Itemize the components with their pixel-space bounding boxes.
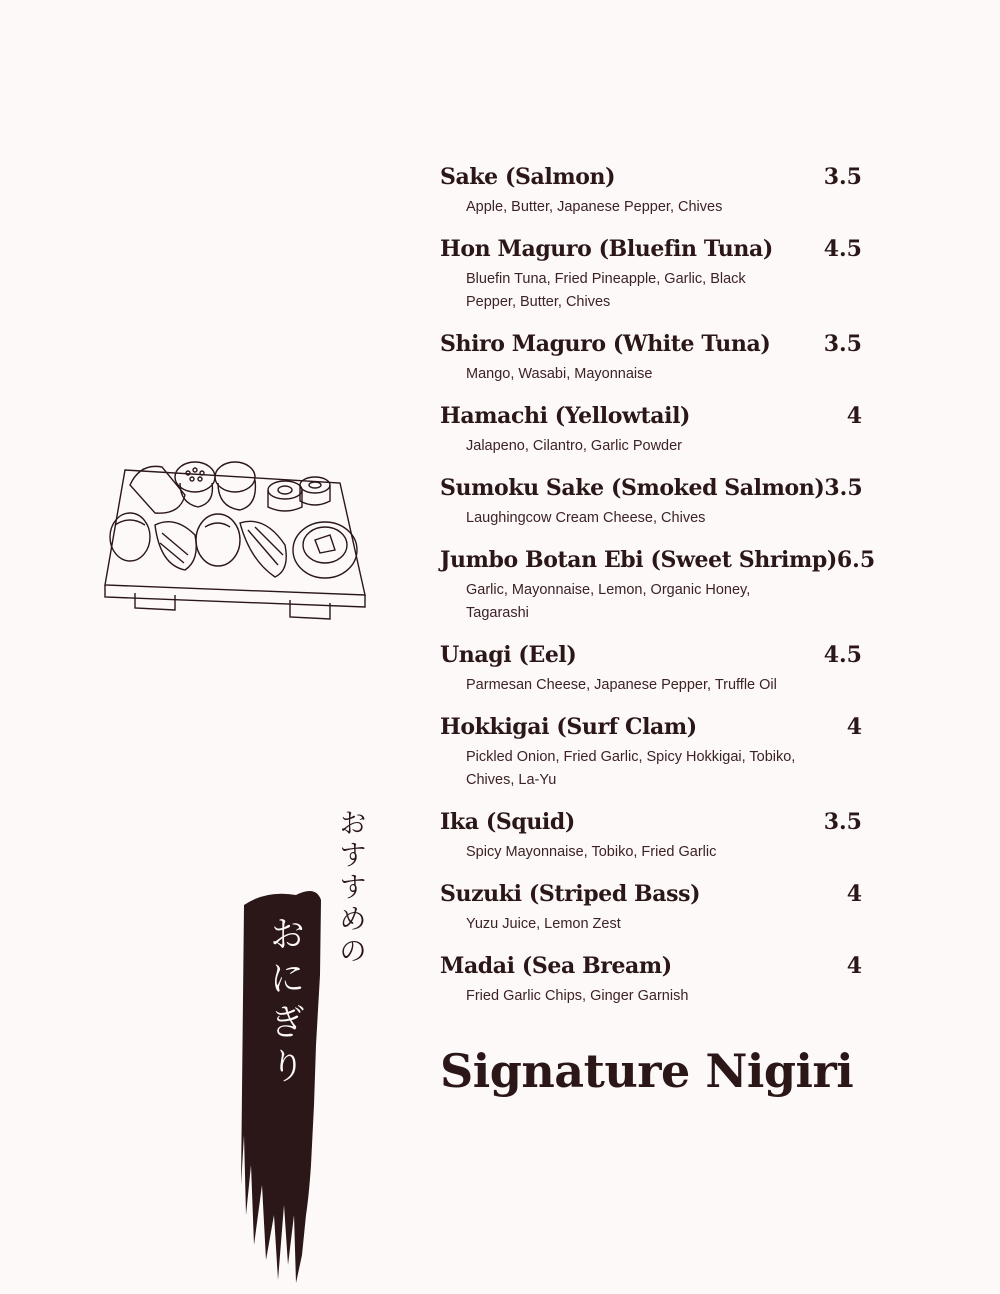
item-price: 4.5 xyxy=(823,642,862,668)
item-price: 3.5 xyxy=(823,331,862,357)
menu-item xyxy=(440,475,862,547)
menu-item xyxy=(440,809,862,881)
item-price: 3.5 xyxy=(824,475,863,501)
item-description: Jalapeno, Cilantro, Garlic Powder xyxy=(466,438,682,454)
item-price: 4 xyxy=(846,953,862,979)
menu-item xyxy=(440,642,862,714)
item-price: 3.5 xyxy=(823,809,862,835)
item-description: Fried Garlic Chips, Ginger Garnish xyxy=(466,988,689,1004)
menu-item xyxy=(440,403,862,475)
item-name: Unagi (Eel) xyxy=(440,642,577,668)
menu-list xyxy=(440,164,876,1025)
page-title: Signature Nigiri xyxy=(440,1044,854,1098)
item-price: 4 xyxy=(846,403,862,429)
item-description: Apple, Butter, Japanese Pepper, Chives xyxy=(466,199,723,215)
item-price: 3.5 xyxy=(823,164,862,190)
item-description: Bluefin Tuna, Fried Pineapple, Garlic, Black Pepper, Butter, Chives xyxy=(466,271,746,310)
item-name: Suzuki (Striped Bass) xyxy=(440,881,701,907)
item-name: Sake (Salmon) xyxy=(440,164,616,190)
menu-item xyxy=(440,953,862,1025)
item-description: Yuzu Juice, Lemon Zest xyxy=(466,916,621,932)
item-description: Mango, Wasabi, Mayonnaise xyxy=(466,366,653,382)
item-name: Sumoku Sake (Smoked Salmon) xyxy=(440,475,825,501)
item-name: Hokkigai (Surf Clam) xyxy=(440,714,697,740)
item-description: Parmesan Cheese, Japanese Pepper, Truffle Oil xyxy=(466,677,777,693)
item-name: Hon Maguro (Bluefin Tuna) xyxy=(440,236,773,262)
item-description: Garlic, Mayonnaise, Lemon, Organic Honey, Tagarashi xyxy=(466,582,751,621)
item-description: Pickled Onion, Fried Garlic, Spicy Hokkigai, Tobiko, Chives, La-Yu xyxy=(466,749,796,788)
menu-item xyxy=(440,164,862,236)
menu-item xyxy=(440,881,862,953)
vertical-title: おにぎり xyxy=(264,915,305,1091)
vertical-subtitle: おすすめの xyxy=(335,808,368,968)
sushi-board-icon xyxy=(100,455,370,625)
item-price: 4.5 xyxy=(823,236,862,262)
menu-item xyxy=(440,714,862,809)
item-price: 4 xyxy=(846,714,862,740)
menu-item xyxy=(440,236,862,331)
menu-item xyxy=(440,331,862,403)
item-description: Laughingcow Cream Cheese, Chives xyxy=(466,510,706,526)
item-price: 4 xyxy=(846,881,862,907)
item-name: Hamachi (Yellowtail) xyxy=(440,403,691,429)
item-name: Ika (Squid) xyxy=(440,809,575,835)
menu-item xyxy=(440,547,876,642)
item-name: Madai (Sea Bream) xyxy=(440,953,672,979)
item-name: Shiro Maguro (White Tuna) xyxy=(440,331,771,357)
item-price: 6.5 xyxy=(836,547,876,573)
item-name: Jumbo Botan Ebi (Sweet Shrimp) xyxy=(440,547,837,573)
item-description: Spicy Mayonnaise, Tobiko, Fried Garlic xyxy=(466,844,717,860)
